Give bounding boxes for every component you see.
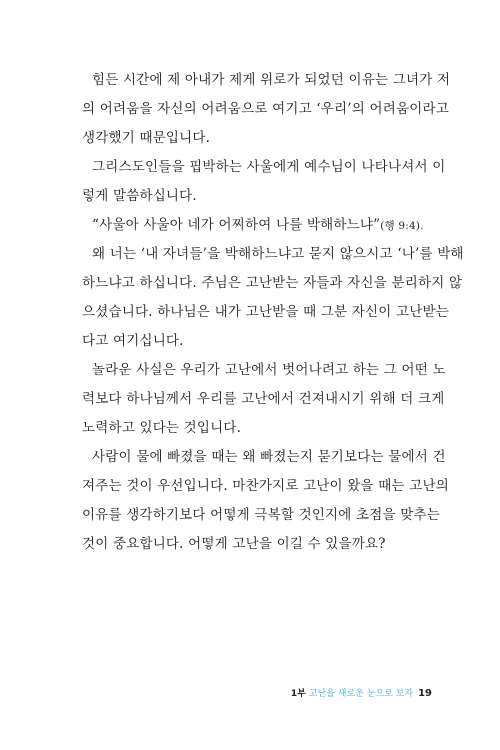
- text-line: 력보다 하나님께서 우리를 고난에서 건져내시기 위해 더 크게: [82, 391, 445, 407]
- paragraph-2: [82, 153, 446, 211]
- text-line: 의 어려움을 자신의 어려움으로 여기고 ‘우리’의 어려움이라고: [82, 101, 449, 117]
- part-label: 1부: [290, 689, 306, 699]
- running-footer: [291, 686, 432, 699]
- text-line: 다고 여기십니다.: [82, 333, 184, 349]
- paragraph-1: [82, 66, 451, 153]
- paragraph-6: [82, 443, 449, 559]
- scripture-quote: [82, 211, 428, 240]
- quote-text: “사울아 사울아 네가 어찌하여 나를 박해하느냐”: [92, 217, 381, 233]
- text-line: 것이 중요합니다. 어떻게 고난을 이길 수 있을까요?: [82, 536, 386, 552]
- paragraph-5: [82, 356, 446, 443]
- scripture-reference: (행 9:4).: [380, 220, 424, 232]
- paragraph-4: [82, 240, 464, 356]
- text-line: 으셨습니다. 하나님은 내가 고난받을 때 그분 자신이 고난받는: [82, 304, 449, 320]
- text-line: 그리스도인들을 핍박하는 사울에게 예수님이 나타나셔서 이: [92, 159, 446, 175]
- text-line: 왜 너는 ‘내 자녀들’을 박해하느냐고 묻지 않으시고 ‘나’를 박해: [92, 246, 464, 262]
- text-line: 이유를 생각하기보다 어떻게 극복할 것인지에 초점을 맞추는: [82, 507, 440, 523]
- text-line: 져주는 것이 우선입니다. 마찬가지로 고난이 왔을 때는 고난의: [82, 478, 449, 494]
- text-line: 생각했기 때문입니다.: [82, 130, 211, 146]
- page-body: [82, 66, 464, 559]
- page-number: 19: [418, 688, 432, 699]
- text-line: 놀라운 사실은 우리가 고난에서 벗어나려고 하는 그 어떤 노: [92, 362, 446, 378]
- chapter-title: 고난을 새로운 눈으로 보자: [308, 689, 414, 699]
- text-line: 하느냐고 하십니다. 주님은 고난받는 자들과 자신을 분리하지 않: [82, 275, 463, 291]
- text-line: 힘든 시간에 제 아내가 제게 위로가 되었던 이유는 그녀가 저: [92, 72, 451, 88]
- text-line: 노력하고 있다는 것입니다.: [82, 420, 242, 436]
- quote-line: [82, 211, 428, 240]
- text-line: 렇게 말씀하십니다.: [82, 188, 197, 204]
- text-line: 사람이 물에 빠졌을 때는 왜 빠졌는지 묻기보다는 물에서 건: [92, 449, 446, 465]
